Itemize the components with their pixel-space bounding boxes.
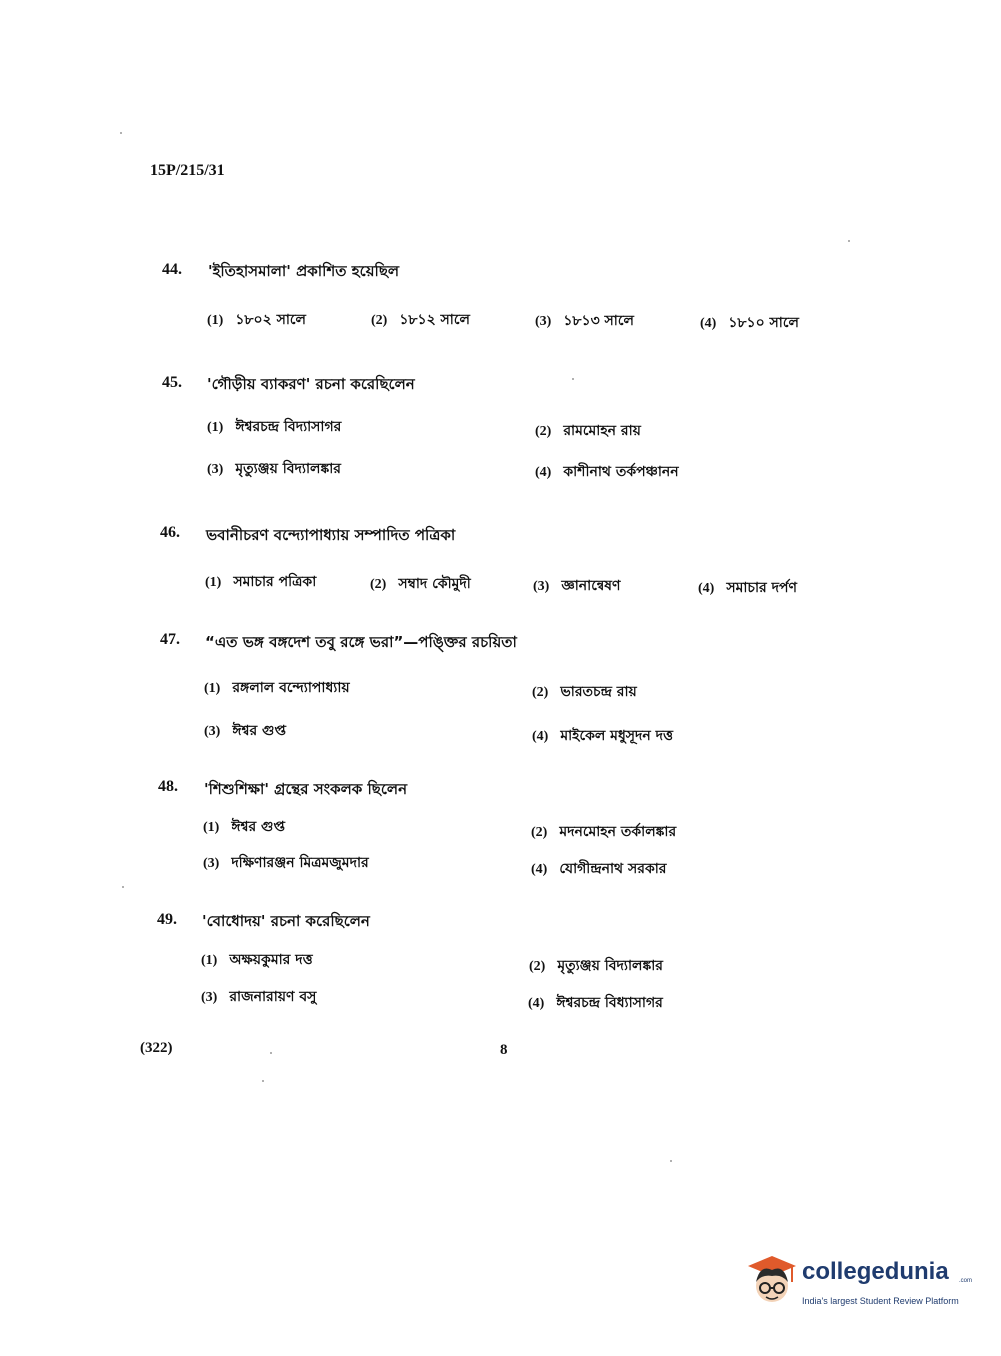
scan-speck [670,1160,672,1162]
option-number: (1) [205,575,222,590]
option-number: (2) [535,424,552,439]
question-number: 47. [160,631,180,648]
question-text: 'শিশুশিক্ষা' গ্রন্থের সংকলক ছিলেন [204,780,408,798]
question-text: “এত ভঙ্গ বঙ্গদেশ তবু রঙ্গে ভরা”—পঙ্ক্তির রচয়িতা [205,633,517,651]
option-text: রামমোহন রায় [563,423,641,439]
option [207,415,341,439]
option-text: মাইকেল মধুসূদন দত্ত [560,728,673,744]
logo-suffix: .com [959,1278,973,1284]
mascot-icon [742,1248,800,1314]
option-text: জ্ঞানান্বেষণ [561,578,621,594]
option-number: (4) [528,996,545,1011]
option-number: (2) [370,577,387,592]
option-text: মৃত্যুঞ্জয় বিদ্যালঙ্কার [235,461,341,477]
option-number: (1) [207,313,224,328]
option-number: (1) [204,681,221,696]
option [205,570,316,594]
option [370,572,471,596]
option-number: (4) [531,862,548,877]
collegedunia-logo[interactable] [742,1248,972,1318]
option-text: ১৮০২ সালে [235,312,306,328]
question-text: 'বোধোদয়' রচনা করেছিলেন [202,912,370,930]
option [700,311,799,335]
option [203,815,285,839]
option-number: (1) [207,420,224,435]
option-text: দক্ষিণারঞ্জন মিত্রমজুমদার [231,855,369,871]
option-number: (2) [531,825,548,840]
option-text: ঈশ্বরচন্দ্র বিধ্যাসাগর [556,995,663,1011]
option [532,680,637,704]
scan-speck [122,886,124,888]
option-number: (4) [698,581,715,596]
option-number: (3) [533,579,550,594]
option [528,991,663,1015]
option [533,574,620,598]
option-text: রাজনারায়ণ বসু [229,989,317,1005]
question-text: 'গৌড়ীয় ব্যাকরণ' রচনা করেছিলেন [207,375,415,393]
option [201,948,313,972]
scan-speck [572,378,574,380]
question-number: 45. [162,374,182,391]
scan-speck [848,240,850,242]
option [698,576,797,600]
question-text: 'ইতিহাসমালা' প্রকাশিত হয়েছিল [208,262,400,280]
option-number: (2) [529,959,546,974]
option-number: (4) [535,465,552,480]
option-text: ভারতচন্দ্র রায় [560,684,637,700]
option [371,308,470,332]
question-number: 49. [157,911,177,928]
option-number: (3) [203,856,220,871]
question-number: 44. [162,261,182,278]
option-text: সমাচার দর্পণ [726,580,797,596]
scan-speck [120,132,122,134]
option-text: কাশীনাথ তর্কপঞ্চানন [563,464,679,480]
option-number: (1) [203,820,220,835]
option [535,419,641,443]
option-number: (3) [207,462,224,477]
option-number: (3) [535,314,552,329]
question-number: 46. [160,524,180,541]
option-text: যোগীন্দ্রনাথ সরকার [559,861,667,877]
option [204,719,286,743]
option [529,954,663,978]
logo-name: collegedunia [802,1258,949,1285]
scan-speck [262,1080,264,1082]
option-number: (4) [700,316,717,331]
option-number: (2) [371,313,388,328]
question-text: ভবানীচরণ বন্দ্যোপাধ্যায় সম্পাদিত পত্রিকা [206,526,456,544]
option-number: (2) [532,685,549,700]
option [203,851,369,875]
option [207,457,341,481]
option-number: (1) [201,953,218,968]
paper-code: 15P/215/31 [150,162,225,179]
option [531,820,676,844]
option-text: মদনমোহন তর্কালঙ্কার [559,824,677,840]
paper-footer-code: (322) [140,1040,173,1056]
option [535,460,679,484]
option [204,676,350,700]
scan-speck [270,1052,272,1054]
question-number: 48. [158,778,178,795]
option [535,309,634,333]
option-text: ঈশ্বর গুপ্ত [232,723,286,739]
option-text: সম্বাদ কৌমুদী [398,576,471,592]
option-text: ১৮১৩ সালে [563,313,634,329]
option-text: ১৮১০ সালে [728,315,799,331]
option-text: অক্ষয়কুমার দত্ত [229,952,313,968]
logo-tagline: India's largest Student Review Platform [802,1296,959,1306]
option-number: (3) [201,990,218,1005]
option [531,857,667,881]
option [201,985,316,1009]
option [532,724,673,748]
option-text: সমাচার পত্রিকা [233,574,317,590]
option-text: ঈশ্বরচন্দ্র বিদ্যাসাগর [235,419,342,435]
option-text: ঈশ্বর গুপ্ত [231,819,285,835]
option-number: (3) [204,724,221,739]
option-number: (4) [532,729,549,744]
option-text: ১৮১২ সালে [399,312,470,328]
option [207,308,306,332]
option-text: রঙ্গলাল বন্দ্যোপাধ্যায় [232,680,350,696]
option-text: মৃত্যুঞ্জয় বিদ্যালঙ্কার [557,958,663,974]
page-number: 8 [500,1042,508,1058]
